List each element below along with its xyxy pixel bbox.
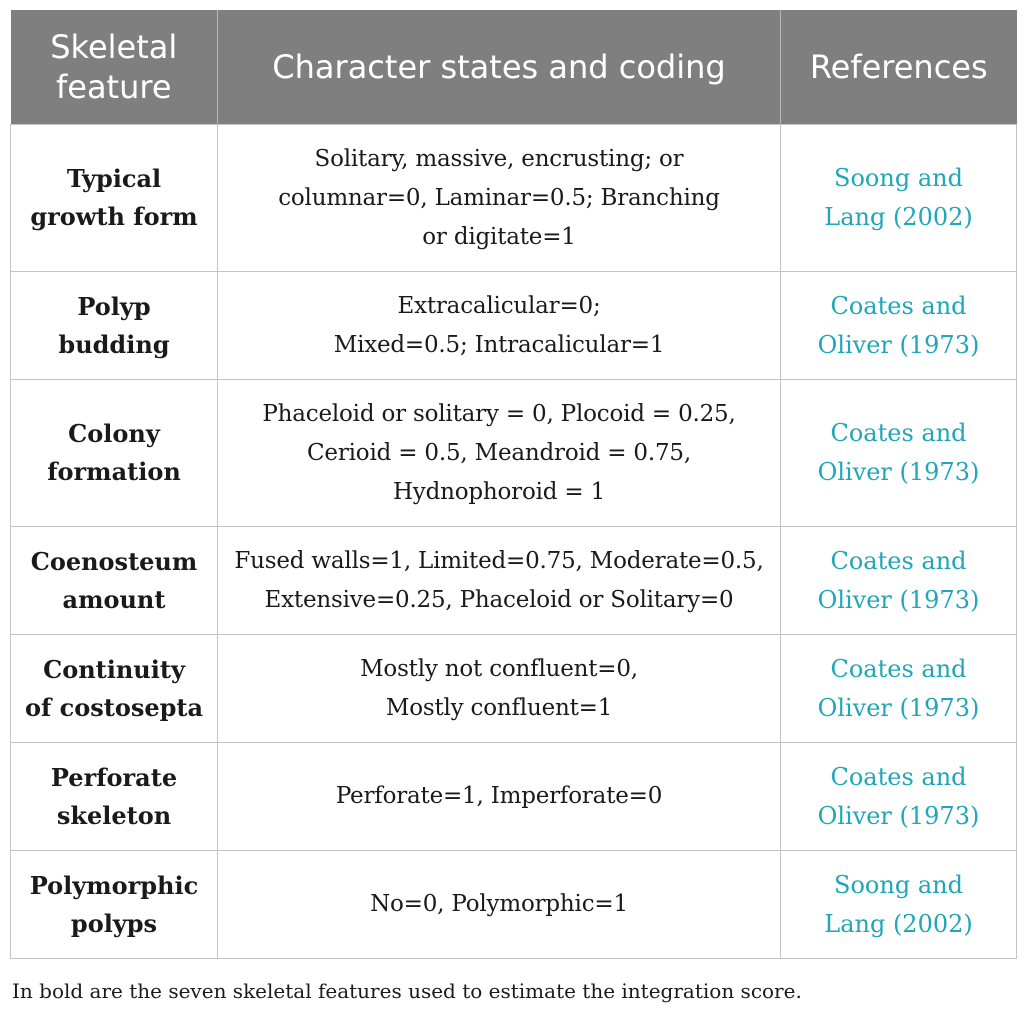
states-cell — [218, 743, 781, 851]
reference-line: Coates and — [830, 654, 967, 683]
header-skeletal-feature-line: feature — [55, 68, 172, 106]
feature-line: growth form — [30, 202, 198, 231]
states-line: Phaceloid or solitary = 0, Plocoid = 0.25, — [262, 400, 736, 427]
feature-line: skeleton — [56, 800, 172, 830]
feature-line: formation — [47, 457, 181, 486]
reference-line: Soong and — [834, 870, 963, 899]
states-line: Fused walls=1, Limited=0.75, Moderate=0.5, — [234, 547, 764, 574]
feature-line: Colony — [68, 419, 160, 448]
skeletal-features-table-wrapper — [10, 10, 1016, 959]
reference-line: Lang (2002) — [824, 909, 973, 938]
feature-line: polyps — [70, 908, 158, 938]
reference-line: Oliver (1973) — [817, 693, 980, 722]
header-skeletal-feature — [11, 10, 218, 125]
reference-line: Oliver (1973) — [817, 330, 980, 359]
states-line: Extracalicular=0; — [397, 292, 601, 319]
reference-link[interactable] — [781, 125, 1017, 272]
header-character-states: Character states and coding — [218, 10, 781, 125]
table-row — [11, 851, 1017, 959]
feature-cell — [11, 635, 218, 743]
reference-link[interactable] — [781, 851, 1017, 959]
states-line: Cerioid = 0.5, Meandroid = 0.75, — [307, 439, 691, 466]
table-row — [11, 125, 1017, 272]
states-cell — [218, 635, 781, 743]
header-skeletal-feature-line: Skeletal — [50, 28, 178, 66]
table-row — [11, 380, 1017, 527]
feature-line: Polyp — [77, 291, 151, 321]
states-cell — [218, 125, 781, 272]
reference-line: Coates and — [830, 546, 967, 575]
states-line: No=0, Polymorphic=1 — [370, 891, 628, 917]
reference-line: Coates and — [830, 291, 967, 320]
reference-link[interactable] — [781, 380, 1017, 527]
reference-link[interactable] — [781, 635, 1017, 743]
feature-cell — [11, 272, 218, 380]
feature-line: Continuity — [43, 654, 185, 684]
feature-line: of costosepta — [24, 692, 204, 722]
feature-line: Polymorphic — [29, 870, 199, 900]
table-row — [11, 527, 1017, 635]
header-references: References — [781, 10, 1017, 125]
table-row — [11, 743, 1017, 851]
reference-line: Oliver (1973) — [817, 458, 980, 486]
reference-line: Coates and — [830, 762, 967, 791]
states-line: Mostly confluent=1 — [385, 694, 613, 721]
table-row — [11, 635, 1017, 743]
states-line: Solitary, massive, encrusting; or — [314, 145, 684, 172]
states-cell — [218, 851, 781, 959]
table-footnote: In bold are the seven skeletal features used to estimate the integration score. — [12, 979, 802, 1003]
feature-line: amount — [62, 584, 166, 614]
feature-cell — [11, 743, 218, 851]
states-line: Mixed=0.5; Intracalicular=1 — [333, 331, 665, 358]
states-cell — [218, 272, 781, 380]
table-row — [11, 272, 1017, 380]
feature-cell — [11, 527, 218, 635]
reference-link[interactable] — [781, 272, 1017, 380]
reference-line: Oliver (1973) — [817, 801, 980, 830]
reference-line: Oliver (1973) — [817, 585, 980, 614]
feature-line: budding — [58, 329, 170, 359]
reference-line: Soong and — [834, 164, 963, 192]
reference-link[interactable] — [781, 527, 1017, 635]
states-line: Mostly not confluent=0, — [360, 655, 638, 682]
states-line: Extensive=0.25, Phaceloid or Solitary=0 — [264, 586, 734, 613]
feature-cell — [11, 851, 218, 959]
states-line: columnar=0, Laminar=0.5; Branching — [278, 184, 720, 211]
feature-line: Coenosteum — [30, 546, 198, 576]
feature-cell — [11, 125, 218, 272]
feature-line: Typical — [66, 164, 162, 193]
states-line: or digitate=1 — [422, 223, 576, 250]
skeletal-features-table — [10, 10, 1017, 959]
reference-line: Coates and — [830, 419, 967, 447]
states-cell — [218, 527, 781, 635]
states-line: Perforate=1, Imperforate=0 — [335, 783, 663, 809]
reference-link[interactable] — [781, 743, 1017, 851]
states-line: Hydnophoroid = 1 — [392, 478, 606, 505]
table-header-row — [11, 10, 1017, 125]
feature-line: Perforate — [50, 762, 178, 792]
states-cell — [218, 380, 781, 527]
reference-line: Lang (2002) — [824, 203, 973, 231]
feature-cell — [11, 380, 218, 527]
